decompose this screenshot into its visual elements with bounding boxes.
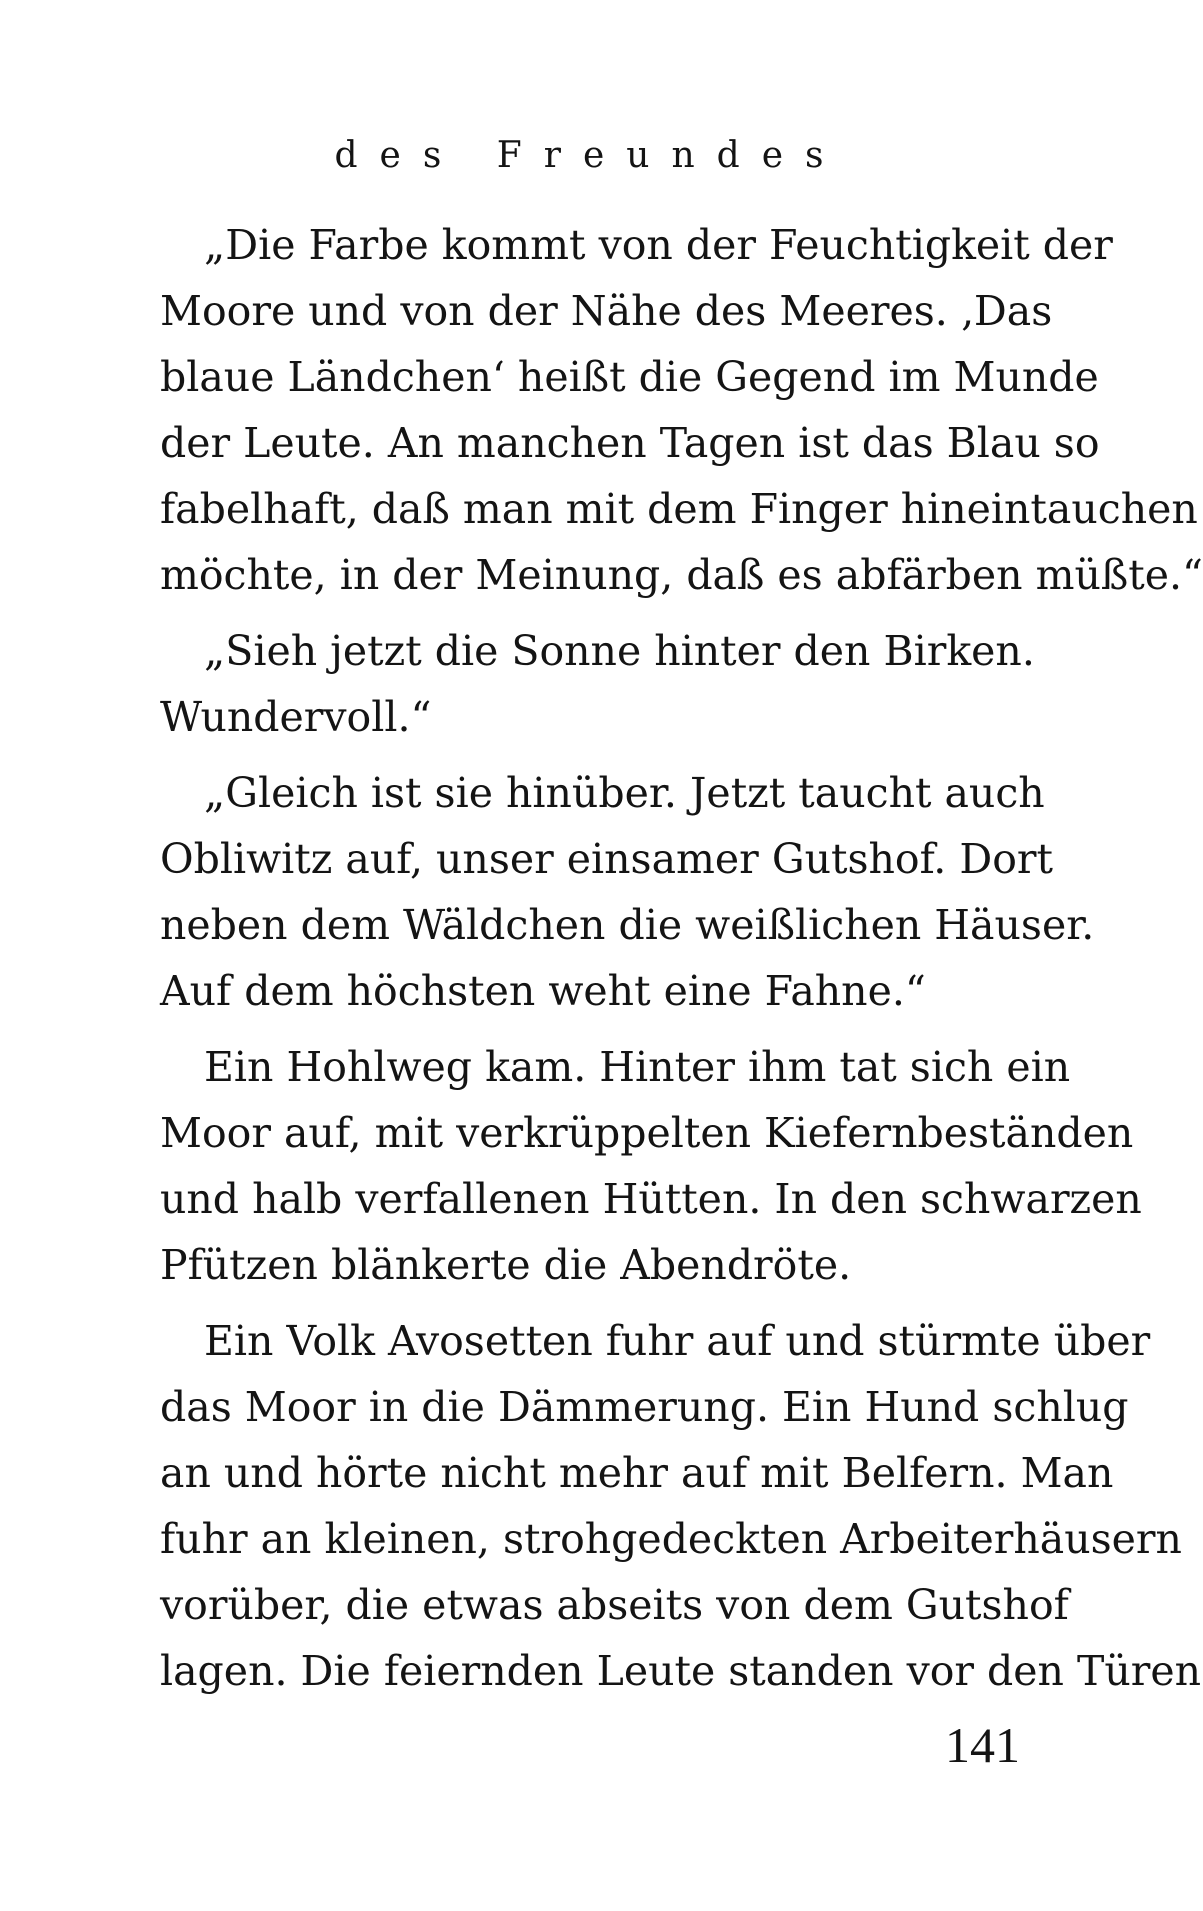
page-number: 141 [945, 1717, 1020, 1773]
paragraph-3 [160, 760, 1095, 1024]
text-line: vorüber, die etwas abseits von dem Gutshof [160, 1581, 1069, 1629]
text-line: Auf dem höchsten weht eine Fahne.“ [160, 967, 926, 1015]
text-line: fuhr an kleinen, strohgedeckten Arbeiterhäusern [160, 1515, 1182, 1563]
text-line: Moore und von der Nähe des Meeres. ‚Das [160, 287, 1053, 335]
text-line: Wundervoll.“ [160, 693, 432, 741]
text-line: möchte, in der Meinung, daß es abfärben müßte.“ [160, 551, 1203, 599]
text-line: an und hörte nicht mehr auf mit Belfern. Man [160, 1449, 1114, 1497]
paragraph-1 [160, 212, 1203, 608]
text-line: Obliwitz auf, unser einsamer Gutshof. Dort [160, 835, 1053, 883]
text-line: blaue Ländchen‘ heißt die Gegend im Munde [160, 353, 1099, 401]
text-line: „Die Farbe kommt von der Feuchtigkeit der [204, 221, 1113, 269]
text-line: Ein Volk Avosetten fuhr auf und stürmte über [204, 1317, 1151, 1365]
text-line: das Moor in die Dämmerung. Ein Hund schlug [160, 1383, 1129, 1431]
text-line: Pfützen blänkerte die Abendröte. [160, 1241, 852, 1289]
paragraph-4 [160, 1034, 1142, 1298]
text-line: lagen. Die feiernden Leute standen vor den Türen [160, 1647, 1202, 1695]
paragraph-5 [160, 1308, 1202, 1704]
text-line: „Sieh jetzt die Sonne hinter den Birken. [204, 627, 1035, 675]
text-line: Moor auf, mit verkrüppelten Kiefernbeständen [160, 1109, 1134, 1157]
paragraph-2 [160, 618, 1035, 750]
text-line: der Leute. An manchen Tagen ist das Blau so [160, 419, 1100, 467]
text-line: Ein Hohlweg kam. Hinter ihm tat sich ein [204, 1043, 1071, 1091]
body-text [160, 212, 1203, 1704]
text-line: neben dem Wäldchen die weißlichen Häuser. [160, 901, 1095, 949]
text-line: „Gleich ist sie hinüber. Jetzt taucht auch [204, 769, 1045, 817]
text-line: fabelhaft, daß man mit dem Finger hineintauchen [160, 485, 1198, 533]
text-line: und halb verfallenen Hütten. In den schwarzen [160, 1175, 1142, 1223]
running-head: des Freundes [334, 135, 846, 176]
